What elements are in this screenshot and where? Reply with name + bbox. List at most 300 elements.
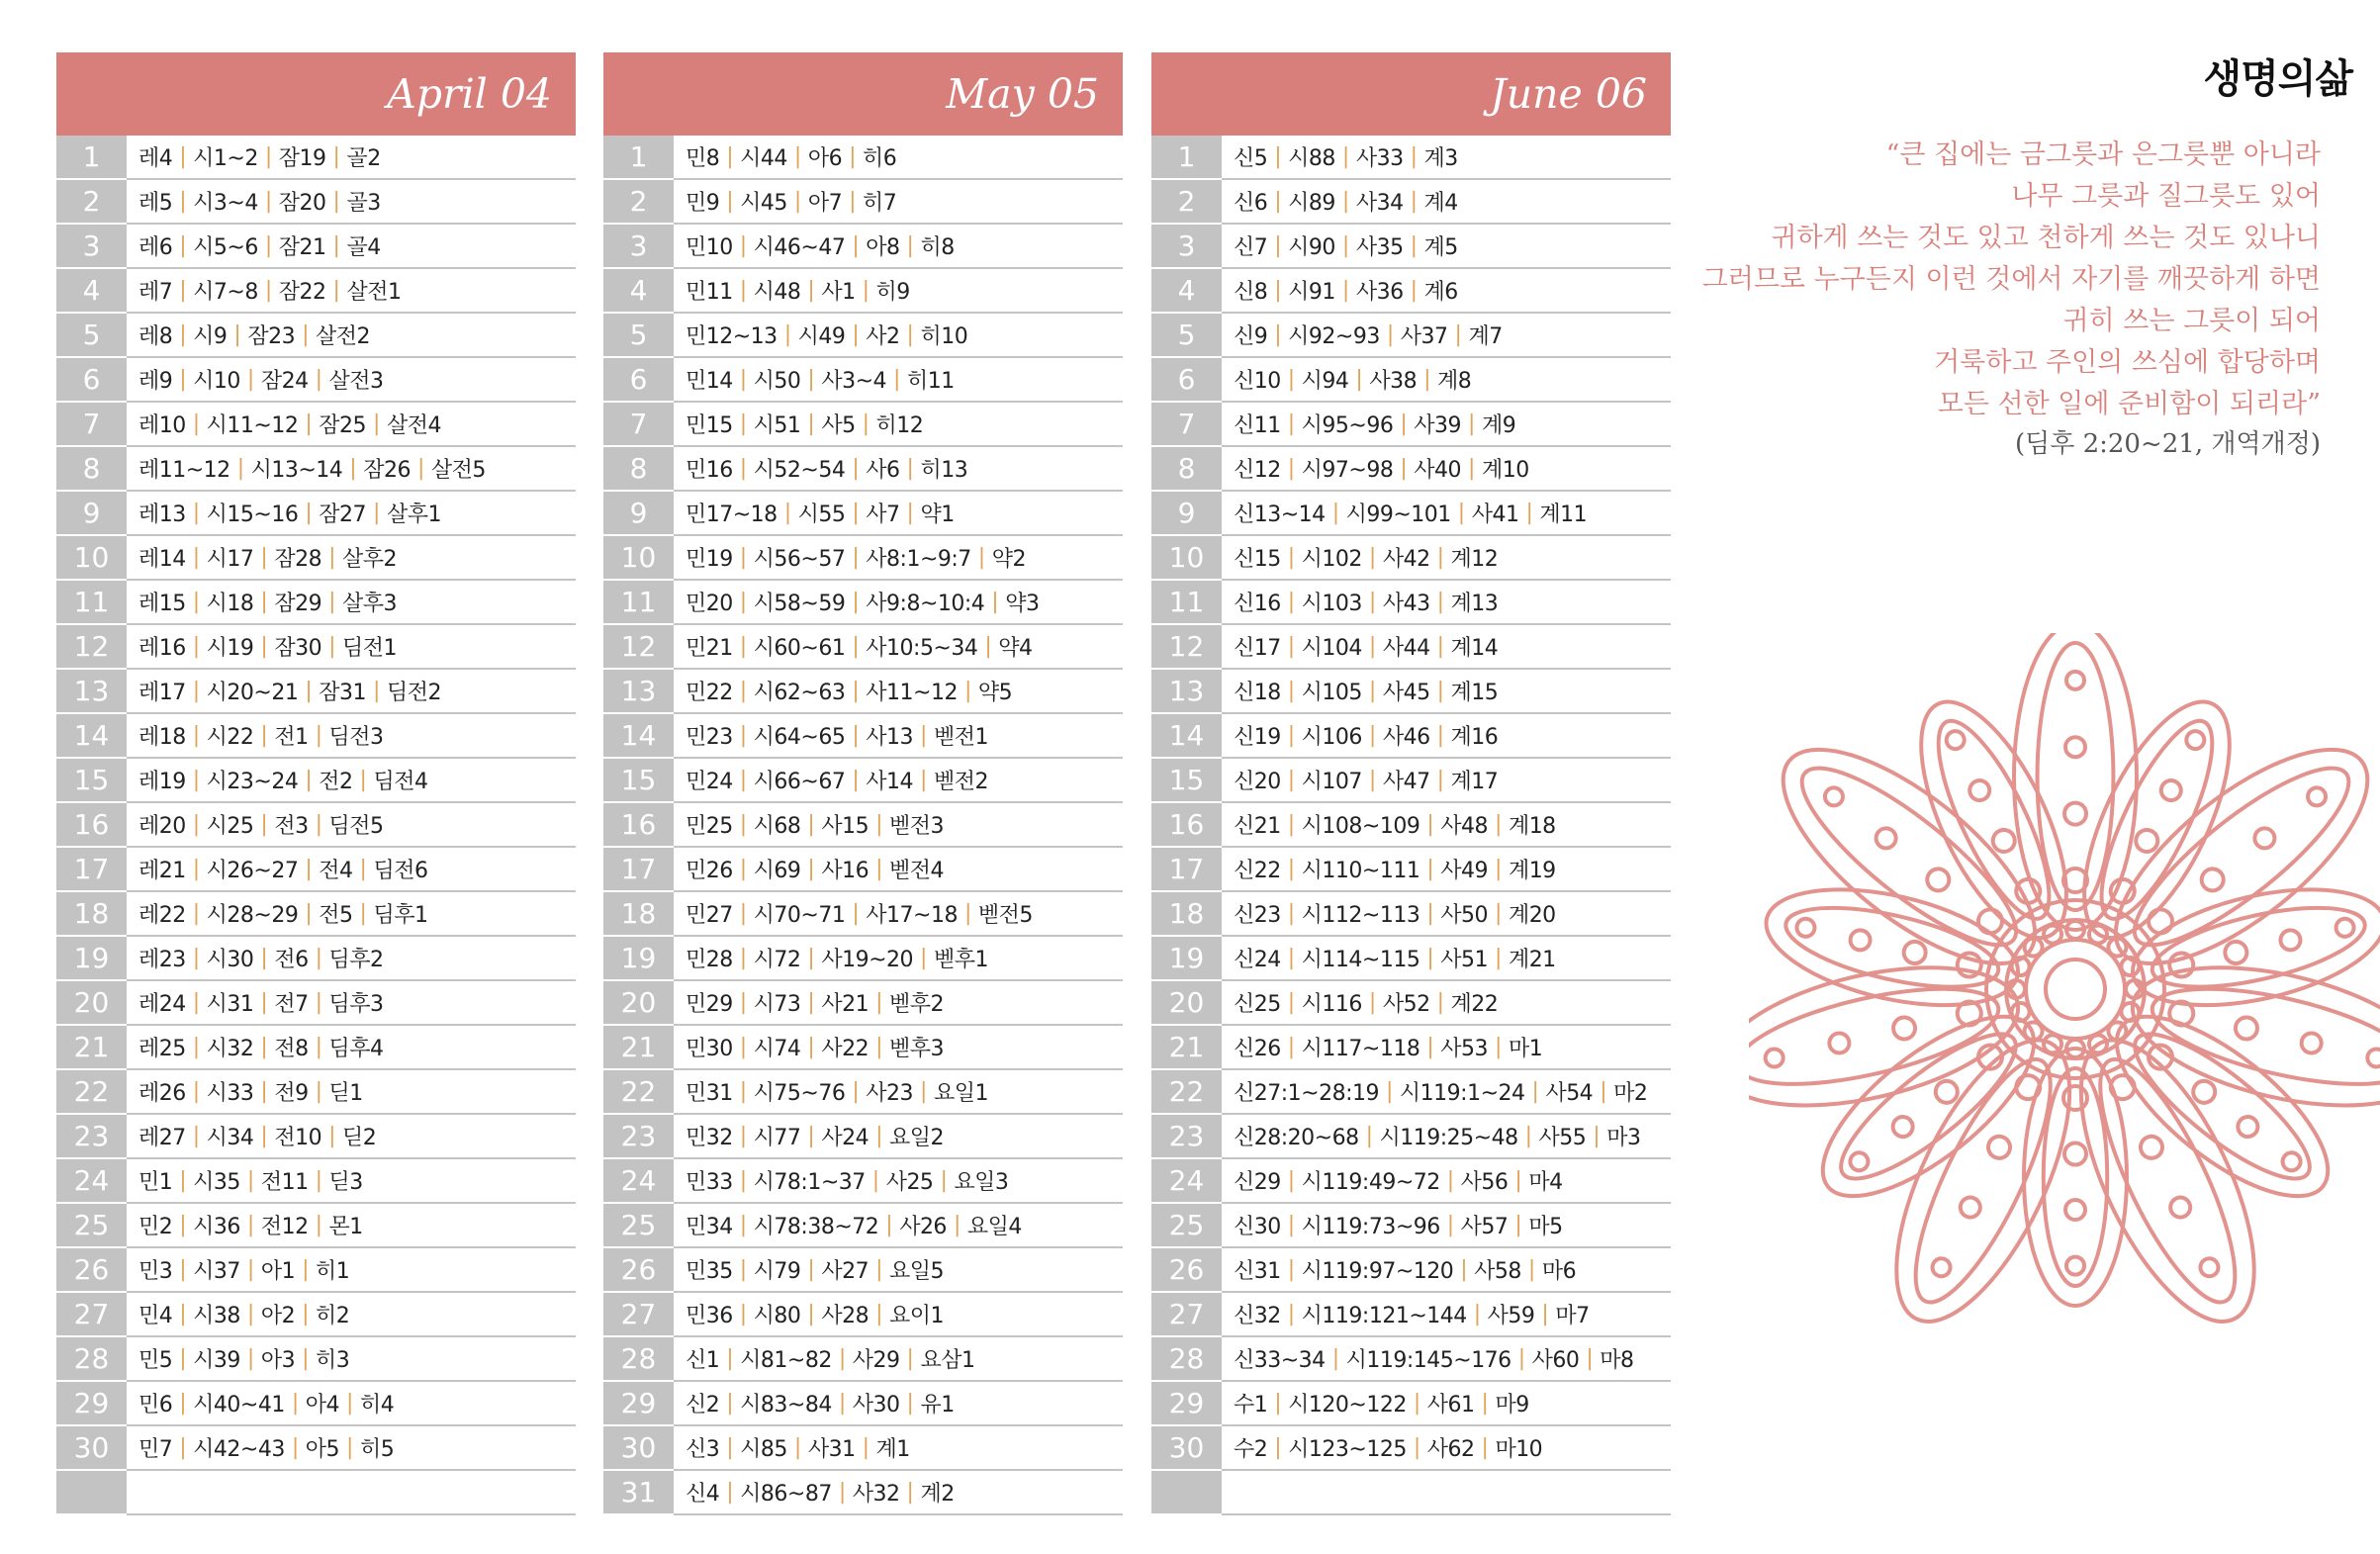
reading-passage: 살전3 bbox=[328, 369, 384, 394]
readings bbox=[127, 136, 576, 178]
separator: | bbox=[1600, 1079, 1607, 1104]
separator: | bbox=[1274, 144, 1282, 169]
day-number: 9 bbox=[56, 492, 127, 536]
day-number: 4 bbox=[56, 269, 127, 314]
reading-passage: 사37 bbox=[1400, 324, 1448, 349]
separator: | bbox=[346, 1435, 353, 1460]
separator: | bbox=[179, 1435, 187, 1460]
separator: | bbox=[852, 322, 860, 347]
separator: | bbox=[726, 1480, 734, 1505]
separator: | bbox=[192, 901, 200, 926]
reading-passage: 민17~18 bbox=[686, 503, 778, 527]
reading-passage: 시38 bbox=[193, 1304, 240, 1328]
reading-passage: 사52 bbox=[1382, 992, 1430, 1017]
reading-passage: 골4 bbox=[346, 235, 381, 260]
day-number: 2 bbox=[603, 180, 674, 225]
separator: | bbox=[1454, 322, 1462, 347]
reading-passage: 민20 bbox=[686, 592, 733, 616]
reading-row bbox=[56, 803, 576, 848]
reading-passage: 아3 bbox=[260, 1348, 296, 1373]
separator: | bbox=[373, 501, 380, 525]
reading-passage: 시88 bbox=[1288, 146, 1335, 171]
reading-row bbox=[1151, 892, 1671, 937]
separator: | bbox=[192, 857, 200, 881]
reading-passage: 아6 bbox=[807, 146, 843, 171]
separator: | bbox=[977, 545, 985, 570]
reading-passage: 약2 bbox=[991, 547, 1026, 572]
reading-passage: 사28 bbox=[821, 1304, 870, 1328]
reading-passage: 시102 bbox=[1301, 547, 1362, 572]
reading-passage: 신32 bbox=[1234, 1304, 1281, 1328]
readings bbox=[674, 1159, 1123, 1202]
day-number: 31 bbox=[603, 1471, 674, 1515]
separator: | bbox=[1495, 812, 1502, 837]
readings bbox=[1222, 1204, 1671, 1246]
reading-passage: 시35 bbox=[193, 1170, 240, 1195]
reading-passage: 사47 bbox=[1382, 770, 1430, 794]
reading-passage: 잠30 bbox=[274, 636, 322, 661]
separator: | bbox=[332, 144, 340, 169]
day-number: 5 bbox=[603, 314, 674, 358]
day-number: 13 bbox=[603, 670, 674, 714]
readings bbox=[1222, 180, 1671, 223]
flower-icon bbox=[1749, 633, 2380, 1554]
separator: | bbox=[920, 1079, 927, 1104]
reading-passage: 시72 bbox=[753, 948, 801, 972]
reading-passage: 시30 bbox=[206, 948, 254, 972]
reading-passage: 시37 bbox=[193, 1259, 240, 1284]
reading-passage: 신29 bbox=[1234, 1170, 1281, 1195]
readings bbox=[1222, 1337, 1671, 1380]
day-number: 16 bbox=[603, 803, 674, 848]
reading-passage: 시83~84 bbox=[740, 1393, 832, 1417]
reading-passage: 시22 bbox=[206, 725, 254, 750]
separator: | bbox=[1341, 144, 1349, 169]
readings bbox=[1222, 1471, 1671, 1513]
separator: | bbox=[192, 1035, 200, 1059]
reading-passage: 민21 bbox=[686, 636, 733, 661]
reading-passage: 계1 bbox=[875, 1437, 910, 1462]
reading-row bbox=[1151, 314, 1671, 358]
reading-passage: 약5 bbox=[977, 681, 1013, 705]
reading-passage: 민28 bbox=[686, 948, 733, 972]
separator: | bbox=[1287, 1168, 1295, 1193]
reading-passage: 시48 bbox=[753, 280, 801, 305]
day-number: 23 bbox=[603, 1115, 674, 1159]
separator: | bbox=[1527, 1257, 1535, 1282]
reading-passage: 히4 bbox=[359, 1393, 395, 1417]
reading-passage: 사32 bbox=[852, 1482, 900, 1507]
reading-passage: 신17 bbox=[1234, 636, 1281, 661]
readings bbox=[127, 581, 576, 623]
reading-passage: 레7 bbox=[138, 280, 173, 305]
reading-row bbox=[1151, 536, 1671, 581]
separator: | bbox=[1473, 1302, 1481, 1326]
separator: | bbox=[1525, 501, 1533, 525]
separator: | bbox=[852, 456, 860, 481]
separator: | bbox=[1426, 946, 1434, 970]
separator: | bbox=[1287, 545, 1295, 570]
reading-passage: 시117~118 bbox=[1301, 1037, 1420, 1061]
reading-row bbox=[1151, 1293, 1671, 1337]
reading-passage: 민25 bbox=[686, 814, 733, 839]
reading-passage: 전1 bbox=[274, 725, 309, 750]
readings bbox=[127, 1026, 576, 1068]
reading-passage: 잠21 bbox=[278, 235, 326, 260]
separator: | bbox=[1436, 679, 1444, 703]
day-number: 25 bbox=[603, 1204, 674, 1248]
readings bbox=[127, 892, 576, 935]
reading-passage: 시106 bbox=[1301, 725, 1362, 750]
reading-passage: 딤후4 bbox=[328, 1037, 384, 1061]
separator: | bbox=[906, 322, 914, 347]
reading-row bbox=[1151, 403, 1671, 447]
reading-passage: 시32 bbox=[206, 1037, 254, 1061]
reading-passage: 사46 bbox=[1382, 725, 1430, 750]
separator: | bbox=[893, 367, 900, 392]
reading-passage: 민27 bbox=[686, 903, 733, 928]
separator: | bbox=[1287, 679, 1295, 703]
reading-passage: 사38 bbox=[1369, 369, 1418, 394]
reading-row bbox=[56, 225, 576, 269]
reading-row bbox=[1151, 803, 1671, 848]
reading-passage: 민11 bbox=[686, 280, 733, 305]
separator: | bbox=[260, 590, 268, 614]
reading-passage: 히1 bbox=[316, 1259, 350, 1284]
separator: | bbox=[192, 679, 200, 703]
reading-passage: 요일1 bbox=[933, 1081, 988, 1106]
reading-passage: 시114~115 bbox=[1301, 948, 1420, 972]
separator: | bbox=[1287, 456, 1295, 481]
reading-passage: 계6 bbox=[1423, 280, 1458, 305]
reading-passage: 전9 bbox=[274, 1081, 309, 1106]
separator: | bbox=[739, 1302, 747, 1326]
reading-passage: 시69 bbox=[753, 859, 801, 883]
day-number: 19 bbox=[56, 937, 127, 981]
separator: | bbox=[862, 411, 870, 436]
reading-passage: 마1 bbox=[1508, 1037, 1543, 1061]
separator: | bbox=[1368, 990, 1376, 1015]
reading-passage: 사54 bbox=[1545, 1081, 1594, 1106]
readings bbox=[127, 1070, 576, 1113]
reading-passage: 요삼1 bbox=[920, 1348, 975, 1373]
day-number: 29 bbox=[603, 1382, 674, 1426]
reading-row bbox=[56, 1070, 576, 1115]
separator: | bbox=[1341, 278, 1349, 303]
separator: | bbox=[807, 367, 815, 392]
reading-passage: 사7 bbox=[866, 503, 900, 527]
reading-row bbox=[56, 981, 576, 1026]
reading-passage: 시73 bbox=[753, 992, 801, 1017]
separator: | bbox=[328, 634, 336, 659]
separator: | bbox=[1468, 411, 1475, 436]
separator: | bbox=[1481, 1435, 1489, 1460]
separator: | bbox=[807, 411, 815, 436]
reading-passage: 신7 bbox=[1234, 235, 1268, 260]
separator: | bbox=[906, 1346, 914, 1371]
reading-passage: 몬1 bbox=[328, 1215, 363, 1239]
separator: | bbox=[920, 946, 927, 970]
separator: | bbox=[807, 1124, 815, 1148]
reading-row bbox=[56, 848, 576, 892]
day-number: 24 bbox=[603, 1159, 674, 1204]
day-number: 27 bbox=[56, 1293, 127, 1337]
separator: | bbox=[192, 812, 200, 837]
separator: | bbox=[875, 1302, 883, 1326]
reading-row bbox=[56, 1293, 576, 1337]
separator: | bbox=[1460, 1257, 1468, 1282]
reading-passage: 잠31 bbox=[319, 681, 367, 705]
separator: | bbox=[236, 456, 244, 481]
reading-passage: 벧후3 bbox=[889, 1037, 945, 1061]
reading-passage: 시50 bbox=[753, 369, 801, 394]
reading-row bbox=[603, 848, 1123, 892]
day-number: 30 bbox=[56, 1426, 127, 1471]
reading-passage: 시60~61 bbox=[753, 636, 846, 661]
readings bbox=[674, 225, 1123, 267]
separator: | bbox=[807, 946, 815, 970]
day-number: 29 bbox=[1151, 1382, 1222, 1426]
reading-passage: 히3 bbox=[316, 1348, 350, 1373]
reading-passage: 민3 bbox=[138, 1259, 173, 1284]
reading-passage: 계21 bbox=[1508, 948, 1556, 972]
reading-row bbox=[56, 492, 576, 536]
separator: | bbox=[906, 233, 914, 258]
separator: | bbox=[246, 1168, 254, 1193]
readings bbox=[1222, 670, 1671, 712]
reading-passage: 시97~98 bbox=[1301, 458, 1394, 483]
day-number: 30 bbox=[603, 1426, 674, 1471]
separator: | bbox=[807, 990, 815, 1015]
reading-passage: 벧후2 bbox=[889, 992, 945, 1017]
reading-passage: 계3 bbox=[1423, 146, 1458, 171]
readings bbox=[127, 447, 576, 490]
separator: | bbox=[179, 1168, 187, 1193]
reading-row bbox=[56, 136, 576, 180]
separator: | bbox=[852, 545, 860, 570]
separator: | bbox=[1287, 1213, 1295, 1237]
reading-row bbox=[1151, 358, 1671, 403]
quote-line: 모든 선한 일에 준비함이 되리라” bbox=[1937, 389, 2321, 419]
reading-passage: 사11~12 bbox=[866, 681, 958, 705]
readings bbox=[1222, 759, 1671, 801]
separator: | bbox=[920, 768, 927, 792]
separator: | bbox=[246, 1302, 254, 1326]
day-number: 23 bbox=[56, 1115, 127, 1159]
reading-passage: 사2 bbox=[866, 324, 900, 349]
reading-passage: 마8 bbox=[1600, 1348, 1634, 1373]
day-number: 1 bbox=[1151, 136, 1222, 180]
reading-passage: 시40~41 bbox=[193, 1393, 285, 1417]
reading-passage: 히7 bbox=[863, 191, 897, 216]
reading-row bbox=[603, 314, 1123, 358]
readings bbox=[127, 759, 576, 801]
day-number: 9 bbox=[603, 492, 674, 536]
separator: | bbox=[305, 901, 313, 926]
reading-passage: 시119:145~176 bbox=[1345, 1348, 1511, 1373]
readings bbox=[674, 1471, 1123, 1513]
reading-passage: 마10 bbox=[1495, 1437, 1543, 1462]
reading-passage: 아5 bbox=[305, 1437, 340, 1462]
separator: | bbox=[1274, 189, 1282, 214]
reading-row bbox=[603, 981, 1123, 1026]
separator: | bbox=[1400, 456, 1408, 481]
separator: | bbox=[1413, 1435, 1420, 1460]
reading-passage: 딤전1 bbox=[342, 636, 398, 661]
separator: | bbox=[328, 590, 336, 614]
reading-row bbox=[56, 670, 576, 714]
reading-passage: 레16 bbox=[138, 636, 186, 661]
reading-passage: 민14 bbox=[686, 369, 733, 394]
reading-passage: 히11 bbox=[906, 369, 955, 394]
reading-passage: 히8 bbox=[920, 235, 955, 260]
reading-passage: 민9 bbox=[686, 191, 720, 216]
reading-passage: 사21 bbox=[821, 992, 870, 1017]
separator: | bbox=[807, 857, 815, 881]
day-number: 23 bbox=[1151, 1115, 1222, 1159]
day-number: 14 bbox=[1151, 714, 1222, 759]
reading-passage: 시104 bbox=[1301, 636, 1362, 661]
reading-passage: 사44 bbox=[1382, 636, 1430, 661]
separator: | bbox=[906, 1391, 914, 1416]
reading-passage: 사58 bbox=[1474, 1259, 1521, 1284]
reading-passage: 시105 bbox=[1301, 681, 1362, 705]
reading-passage: 수2 bbox=[1234, 1437, 1268, 1462]
readings bbox=[1222, 1115, 1671, 1157]
reading-passage: 레21 bbox=[138, 859, 186, 883]
readings bbox=[674, 1382, 1123, 1424]
separator: | bbox=[1446, 1168, 1454, 1193]
reading-passage: 시10 bbox=[193, 369, 240, 394]
day-number: 5 bbox=[1151, 314, 1222, 358]
separator: | bbox=[260, 1035, 268, 1059]
reading-passage: 사9:8~10:4 bbox=[866, 592, 985, 616]
separator: | bbox=[1368, 679, 1376, 703]
separator: | bbox=[302, 322, 310, 347]
day-number: 4 bbox=[603, 269, 674, 314]
day-number: 27 bbox=[1151, 1293, 1222, 1337]
separator: | bbox=[991, 590, 999, 614]
quote-line: “큰 집에는 금그릇과 은그릇뿐 아니라 bbox=[1885, 139, 2321, 170]
reading-passage: 사27 bbox=[821, 1259, 870, 1284]
reading-passage: 신11 bbox=[1234, 413, 1281, 438]
reading-passage: 신1 bbox=[686, 1348, 720, 1373]
month-title: April 04 bbox=[56, 52, 576, 136]
reading-passage: 사50 bbox=[1440, 903, 1489, 928]
reading-passage: 시70~71 bbox=[753, 903, 846, 928]
reading-passage: 레14 bbox=[138, 547, 186, 572]
reading-passage: 히5 bbox=[359, 1437, 395, 1462]
day-number: 20 bbox=[1151, 981, 1222, 1026]
reading-passage: 사55 bbox=[1538, 1126, 1587, 1150]
readings bbox=[674, 1337, 1123, 1380]
separator: | bbox=[739, 1079, 747, 1104]
reading-passage: 시13~14 bbox=[250, 458, 343, 483]
reading-passage: 딤전3 bbox=[328, 725, 384, 750]
reading-passage: 사3~4 bbox=[821, 369, 887, 394]
readings bbox=[1222, 581, 1671, 623]
readings bbox=[127, 536, 576, 579]
reading-passage: 시80 bbox=[753, 1304, 801, 1328]
separator: | bbox=[793, 144, 801, 169]
reading-passage: 시75~76 bbox=[753, 1081, 846, 1106]
reading-passage: 아7 bbox=[807, 191, 843, 216]
separator: | bbox=[346, 1391, 353, 1416]
readings bbox=[674, 803, 1123, 846]
separator: | bbox=[192, 545, 200, 570]
reading-passage: 시94 bbox=[1301, 369, 1349, 394]
reading-passage: 살전1 bbox=[346, 280, 402, 305]
reading-passage: 시85 bbox=[740, 1437, 787, 1462]
reading-passage: 시62~63 bbox=[753, 681, 846, 705]
reading-passage: 히2 bbox=[316, 1304, 350, 1328]
readings bbox=[674, 714, 1123, 757]
reading-passage: 전3 bbox=[274, 814, 309, 839]
readings bbox=[127, 981, 576, 1024]
reading-passage: 딛1 bbox=[328, 1081, 363, 1106]
readings bbox=[127, 1159, 576, 1202]
reading-passage: 계17 bbox=[1450, 770, 1499, 794]
reading-passage: 요일5 bbox=[889, 1259, 945, 1284]
reading-passage: 딤전5 bbox=[328, 814, 384, 839]
separator: | bbox=[246, 1213, 254, 1237]
reading-passage: 민5 bbox=[138, 1348, 173, 1373]
readings bbox=[127, 1337, 576, 1380]
separator: | bbox=[315, 1213, 322, 1237]
reading-passage: 잠27 bbox=[319, 503, 367, 527]
separator: | bbox=[1426, 812, 1434, 837]
separator: | bbox=[264, 233, 272, 258]
reading-passage: 민16 bbox=[686, 458, 733, 483]
reading-passage: 사43 bbox=[1382, 592, 1430, 616]
reading-row bbox=[56, 714, 576, 759]
separator: | bbox=[1287, 901, 1295, 926]
day-number: 13 bbox=[1151, 670, 1222, 714]
reading-passage: 시25 bbox=[206, 814, 254, 839]
reading-passage: 사14 bbox=[866, 770, 914, 794]
reading-passage: 사61 bbox=[1426, 1393, 1475, 1417]
day-number: 16 bbox=[1151, 803, 1222, 848]
reading-row bbox=[56, 892, 576, 937]
separator: | bbox=[793, 189, 801, 214]
reading-row bbox=[603, 1426, 1123, 1471]
reading-passage: 사39 bbox=[1414, 413, 1462, 438]
separator: | bbox=[192, 723, 200, 748]
day-number: 8 bbox=[603, 447, 674, 492]
separator: | bbox=[906, 456, 914, 481]
reading-passage: 사40 bbox=[1414, 458, 1462, 483]
reading-passage: 민1 bbox=[138, 1170, 173, 1195]
reading-passage: 시23~24 bbox=[206, 770, 299, 794]
reading-passage: 시79 bbox=[753, 1259, 801, 1284]
separator: | bbox=[349, 456, 357, 481]
month-title: June 06 bbox=[1151, 52, 1671, 136]
reading-passage: 살후1 bbox=[386, 503, 441, 527]
reading-passage: 벧전3 bbox=[889, 814, 945, 839]
day-number: 18 bbox=[603, 892, 674, 937]
separator: | bbox=[1517, 1346, 1525, 1371]
reading-row bbox=[56, 1204, 576, 1248]
reading-passage: 벧전2 bbox=[933, 770, 988, 794]
readings bbox=[127, 714, 576, 757]
separator: | bbox=[838, 1480, 846, 1505]
separator: | bbox=[305, 857, 313, 881]
reading-row bbox=[56, 1471, 576, 1515]
reading-passage: 시119:49~72 bbox=[1301, 1170, 1440, 1195]
separator: | bbox=[1287, 367, 1295, 392]
separator: | bbox=[305, 411, 313, 436]
reading-row bbox=[603, 1115, 1123, 1159]
